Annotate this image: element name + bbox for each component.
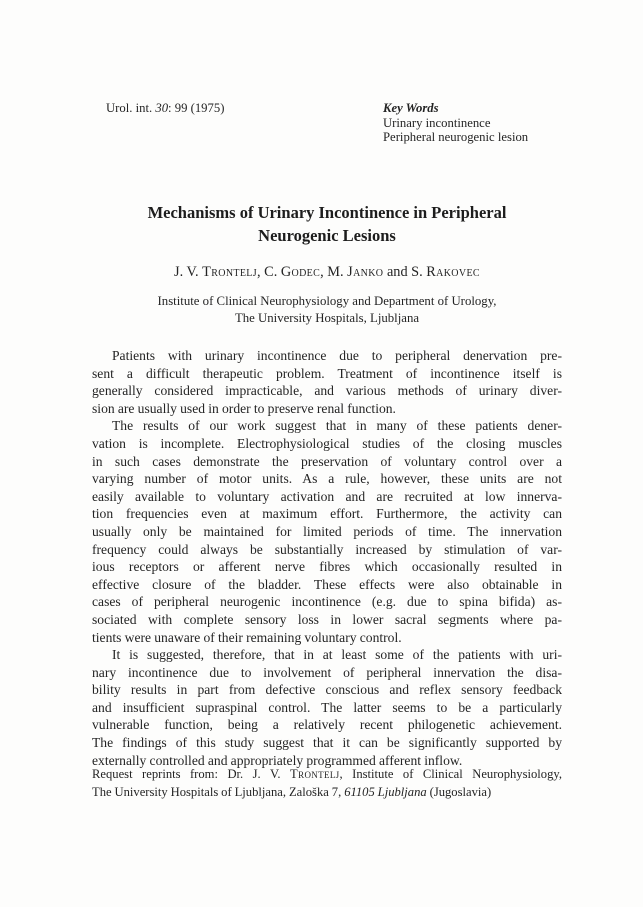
abstract-paragraph — [92, 347, 562, 417]
text-line: Patients with urinary incontinence due to peripheral denervation pre- — [112, 348, 562, 363]
text-segment: Janko — [347, 264, 384, 280]
text-line: vation is incomplete. Electrophysiological studies of the closing muscles — [92, 435, 562, 451]
reprint-note — [92, 766, 562, 801]
abstract-body — [92, 347, 562, 769]
keyword-item: Peripheral neurogenic lesion — [383, 130, 529, 145]
text-line: generally considered impracticable, and various methods of urinary diver- — [92, 383, 562, 399]
keywords-block — [383, 101, 528, 145]
text-segment: , M. — [320, 264, 348, 280]
reprint-note-line — [92, 784, 562, 802]
text-segment: Request reprints from: Dr. J. V. — [92, 767, 291, 781]
text-line: sion are usually used in order to preserve renal function. — [92, 400, 396, 416]
text-line: bility results in part from defective conscious and reflex sensory feedback — [92, 682, 562, 698]
text-segment: Godec — [280, 264, 321, 280]
text-segment: (Jugoslavia) — [426, 784, 492, 799]
text-line: varying number of motor units. As a rule, however, these units are not — [92, 471, 562, 487]
affiliation-line: The University Hospitals, Ljubljana — [234, 311, 420, 325]
text-line: ious receptors or afferent nerve fibres which occasionally resulted in — [92, 559, 562, 575]
keywords-heading: Key Words — [383, 101, 439, 115]
text-segment: Rakovec — [426, 264, 480, 280]
text-segment: Trontelj — [290, 767, 340, 781]
abstract-paragraph — [92, 646, 562, 769]
text-line: externally controlled and appropriately programmed afferent inflow. — [92, 752, 463, 768]
text-line: tion frequencies even at maximum effort. Furthermore, the activity can — [92, 506, 562, 522]
article-title — [92, 202, 562, 247]
text-segment: Trontelj — [202, 264, 258, 280]
text-line: usually only be maintained for limited periods of time. The innervation — [92, 523, 562, 539]
text-line: sent a difficult therapeutic problem. Treatment of incontinence itself is — [92, 365, 562, 381]
text-line: vulnerable function, being a relatively recent philogenetic achievement. — [92, 717, 562, 733]
text-segment: 61105 Ljubljana — [344, 784, 427, 799]
text-segment: and S. — [383, 264, 427, 280]
text-segment: , Institute of Clinical Neurophysiology, — [339, 767, 562, 781]
text-segment: : 99 (1975) — [168, 101, 225, 115]
authors-line — [92, 264, 562, 281]
text-line: frequency could always be substantially increased by stimulation of var- — [92, 541, 562, 557]
reprint-note-line — [92, 766, 562, 784]
article-title-line: Neurogenic Lesions — [258, 225, 396, 245]
article-title-line: Mechanisms of Urinary Incontinence in Peripheral — [147, 203, 507, 222]
text-line: in such cases demonstrate the preservation of voluntary control over a — [92, 453, 562, 469]
text-line: The findings of this study suggest that it can be significantly supported by — [92, 735, 562, 751]
text-line: cases of peripheral neurogenic incontinence (e.g. due to spina bifida) as- — [92, 594, 562, 610]
text-line: effective closure of the bladder. These effects were also obtainable in — [92, 576, 562, 592]
text-line: and insufficient supraspinal control. The latter seems to be a particularly — [92, 699, 562, 715]
text-segment: , C. — [257, 264, 281, 280]
text-line: nary incontinence due to involvement of peripheral innervation the disa- — [92, 664, 562, 680]
text-line: The results of our work suggest that in many of these patients dener- — [112, 418, 562, 434]
keyword-item: Urinary incontinence — [383, 115, 491, 130]
text-segment: 30 — [155, 101, 169, 115]
affiliation-line: Institute of Clinical Neurophysiology and Department of Urology, — [157, 294, 497, 308]
text-line: sociated with complete sensory loss in lower sacral segments where pa- — [92, 611, 562, 627]
text-line: easily available to voluntary activation and are recruited at low innerva- — [92, 488, 562, 504]
affiliation-block — [92, 293, 562, 327]
journal-citation — [106, 101, 224, 116]
abstract-paragraph — [92, 417, 562, 646]
text-segment: The University Hospitals of Ljubljana, Zaloška 7, — [92, 784, 345, 799]
text-line: It is suggested, therefore, that in at least some of the patients with uri- — [112, 647, 562, 663]
text-segment: Urol. int. — [106, 101, 156, 115]
text-line: tients were unaware of their remaining voluntary control. — [92, 629, 402, 645]
text-segment: J. V. — [174, 264, 203, 280]
